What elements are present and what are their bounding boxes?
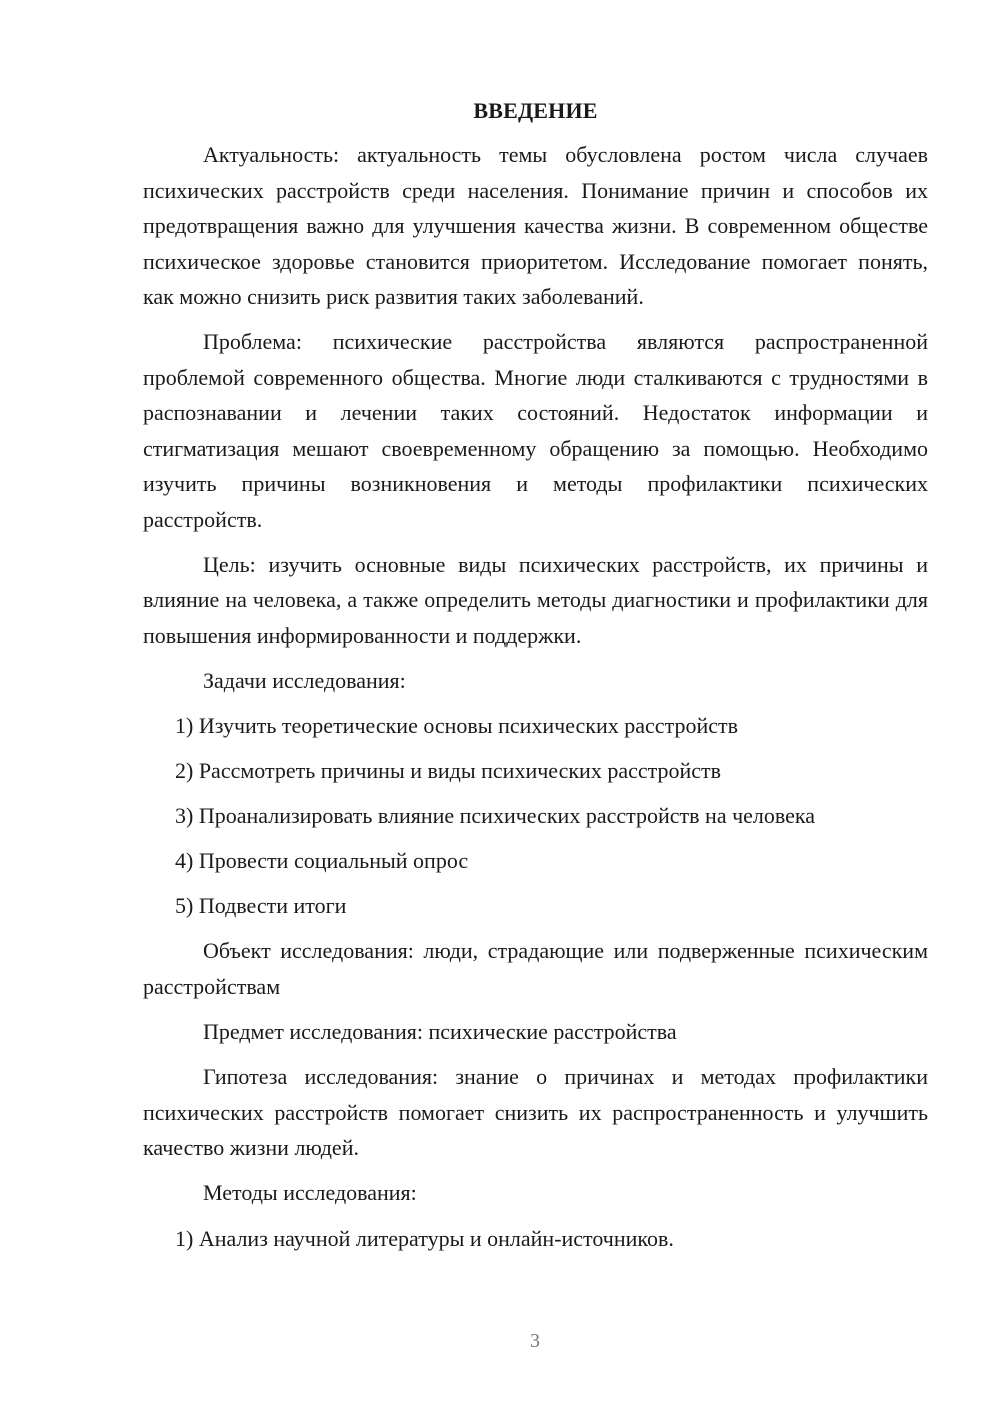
list-item: 4) Провести социальный опрос [175,848,469,873]
list-item: 2) Рассмотреть причины и виды психических расстройств [175,758,722,783]
list-item: 5) Подвести итоги [175,893,347,918]
paragraph-goal: Цель: изучить основные виды психических расстройств, их причины и влияние на человека, а также определить методы диагностики и профилактики для повышения информированности и поддержки. [143,551,928,648]
page-number: 3 [530,1330,540,1352]
list-item: 1) Изучить теоретические основы психических расстройств [175,713,738,738]
paragraph-object: Объект исследования: люди, страдающие или подверженные психическим расстройствам [143,938,928,999]
paragraph-hypothesis: Гипотеза исследования: знание о причинах и методах профилактики психических расстройств помогает снизить их распространенность и улучшить качество жизни людей. [143,1064,928,1160]
page-title: ВВЕДЕНИЕ [473,98,598,123]
paragraph-problem: Проблема: психические расстройства являются распространенной проблемой современного общества. Многие люди сталкиваются с трудностями в распознавании и лечении таких состояний. Недостаток информации и стигматизация мешают своевременному обращению за помощью. Необходимо изучить причины возникновения и методы профилактики психических расстройств. [143,329,928,532]
list-item: 1) Анализ научной литературы и онлайн-источников. [175,1225,674,1251]
paragraph-relevance: Актуальность: актуальность темы обусловлена ростом числа случаев психических расстройств среди населения. Понимание причин и способов их предотвращения важно для улучшения качества жизни. В современном обществе психическое здоровье становится приоритетом. Исследование помогает понять, как можно снизить риск развития таких заболеваний. [143,142,928,309]
tasks-heading: Задачи исследования: [203,667,406,693]
tasks-list [143,708,928,924]
document-page [143,95,928,1266]
paragraph-subject: Предмет исследования: психические расстройства [203,1018,677,1044]
methods-heading: Методы исследования: [203,1180,417,1205]
methods-list [143,1221,928,1257]
list-item: 3) Проанализировать влияние психических расстройств на человека [175,803,816,828]
